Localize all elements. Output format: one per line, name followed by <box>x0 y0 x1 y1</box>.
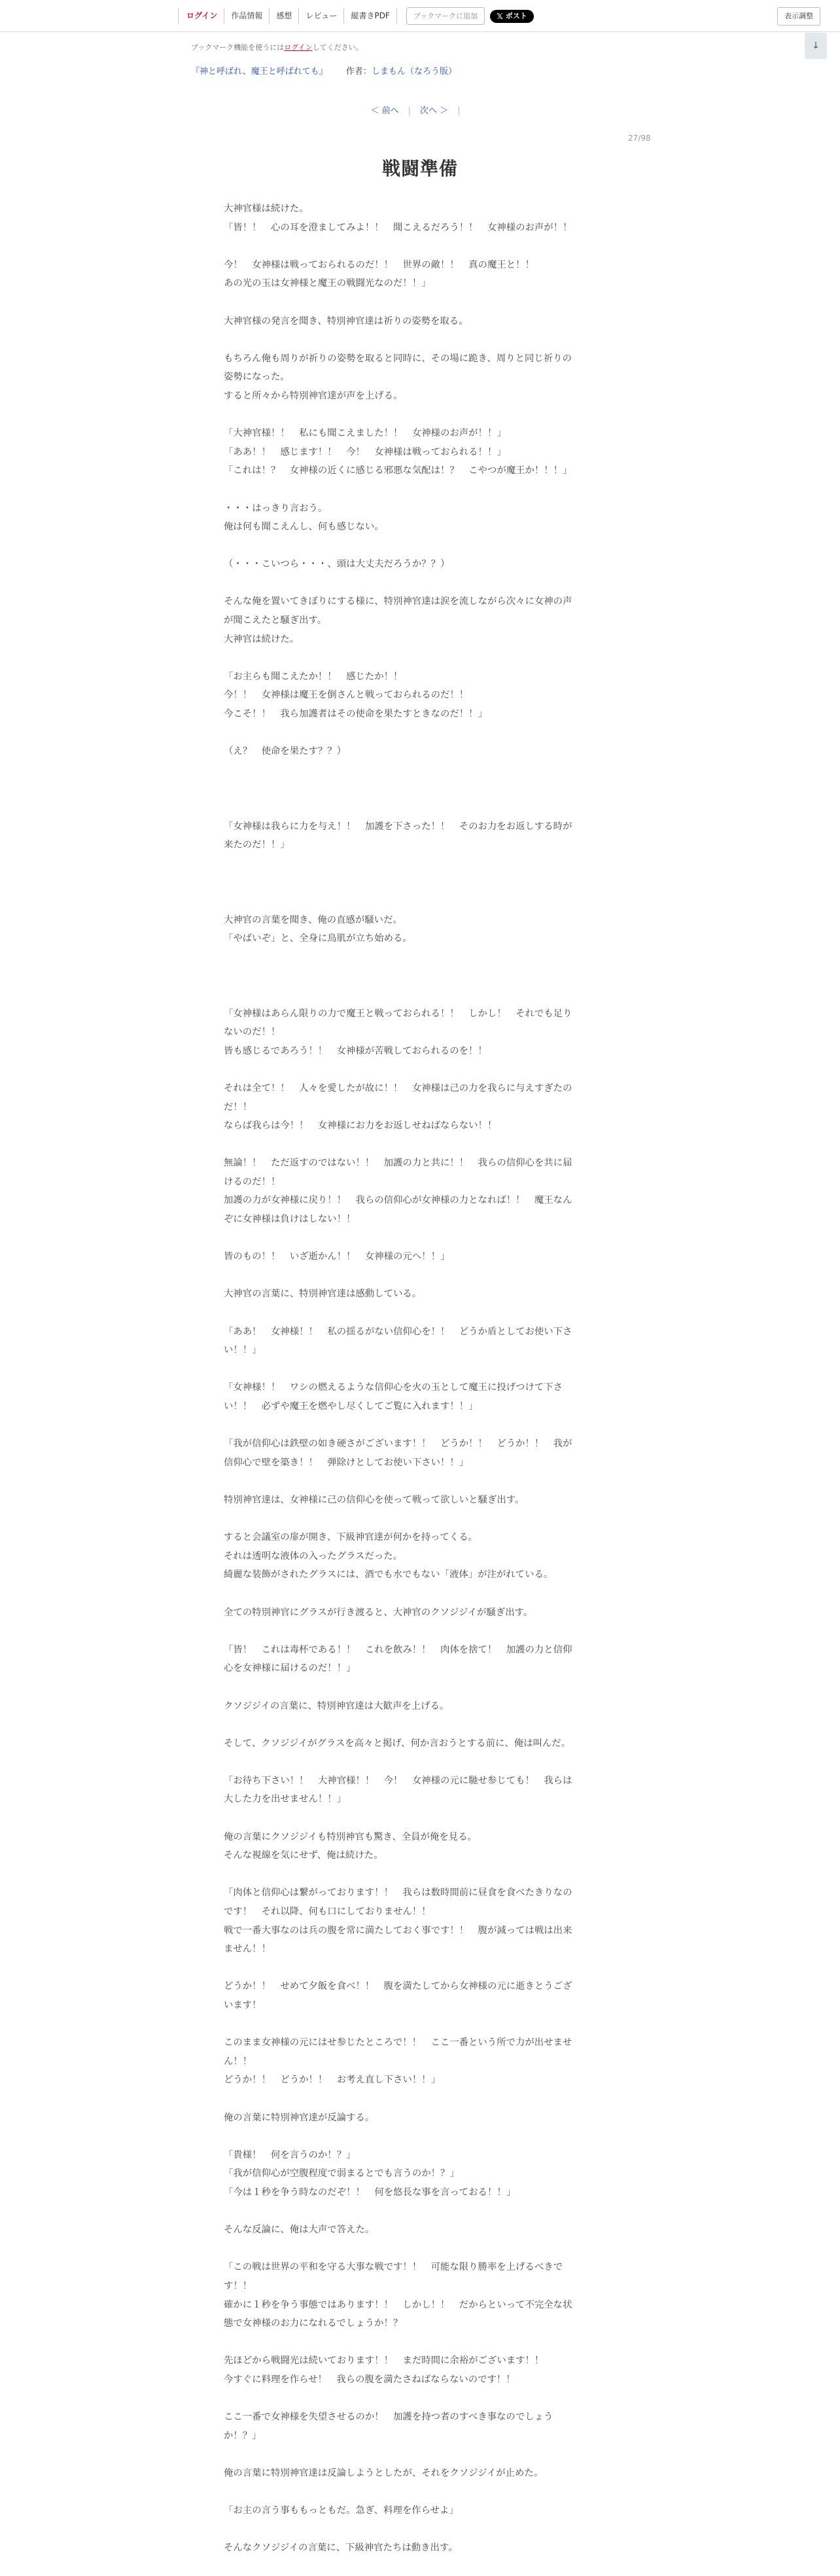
novel-paragraph <box>224 1641 616 1678</box>
novel-body <box>224 200 616 2576</box>
nav-vertical-pdf[interactable]: 縦書きPDF <box>343 8 396 24</box>
novel-paragraph <box>224 1977 616 2014</box>
novel-line: そんな反論に、俺は大声で答えた。 <box>224 2225 375 2236</box>
novel-paragraph <box>224 1491 616 1510</box>
novel-line: （・・・こいつら・・・、頭は大丈夫だろうか？？） <box>224 559 450 570</box>
novel-line: ないのだ！！ <box>224 1027 281 1038</box>
novel-line: 「お待ち下さい！！ 大神官様！！ 今！ 女神様の元に馳せ参じても！ 我らは <box>224 1775 572 1786</box>
novel-line: 大神官様は続けた。 <box>224 204 309 214</box>
novel-line <box>224 967 616 986</box>
novel-paragraph <box>224 2352 616 2389</box>
novel-line: 「女神様は我らに力を与え！！ 加護を下さった！！ そのお力をお返しする時が <box>224 821 572 832</box>
novel-line: ・・・はっきり言おう。 <box>224 503 328 514</box>
page-indicator: 27/98 <box>628 134 651 143</box>
novel-line: 来たのだ！！」 <box>224 840 290 851</box>
arrow-down-icon: ↓ <box>812 41 820 51</box>
novel-line: 信仰心で壁を築き！！ 弾除けとしてお使い下さい！！」 <box>224 1457 469 1468</box>
novel-line: 「今は１秒を争う時なのだぞ！！ 何を悠長な事を言っておる！！」 <box>224 2187 516 2198</box>
novel-paragraph <box>224 2109 616 2128</box>
novel-paragraph <box>224 349 616 406</box>
novel-line: い！！」 <box>224 1345 262 1356</box>
novel-line: 加護の力が女神様に戻り！！ 我らの信仰心が女神様の力となれば！！ 魔王なん <box>224 1195 572 1206</box>
novel-paragraph <box>224 1435 616 1472</box>
novel-line: 「我が信仰心が空腹程度で弱まるとでも言うのか！？」 <box>224 2168 459 2179</box>
novel-line: 今すぐに料理を作らせ！ 我らの腹を満たさねばならないのです！！ <box>224 2374 516 2385</box>
novel-line: 全ての特別神官にグラスが行き渡ると、大神官のクソジジイが騒ぎ出す。 <box>224 1607 533 1618</box>
novel-line: 「やばいぞ」と、全身に鳥肌が立ち始める。 <box>224 933 412 944</box>
novel-line: そんな俺を置いてきぼりにする様に、特別神官達は涙を流しながら次々に女神の声 <box>224 596 572 607</box>
novel-line: が聞こえたと騒ぎ出す。 <box>224 615 327 626</box>
novel-line: 「肉体と信仰心は繋がっております！！ 我らは数時間前に昼食を食べたきりなの <box>224 1887 572 1899</box>
novel-paragraph <box>224 2033 616 2090</box>
novel-paragraph <box>224 499 616 537</box>
novel-line: けるのだ！！ <box>224 1176 281 1187</box>
novel-line: 先ほどから戦闘光は続いております！！ まだ時間に余裕がございます！！ <box>224 2355 544 2367</box>
novel-line: 特別神官達は、女神様に己の信仰心を使って戦って欲しいと騒ぎ出す。 <box>224 1494 525 1505</box>
novel-line: どうか！！ どうか！！ お考え直し下さい！！」 <box>224 2075 440 2086</box>
novel-line: どうか！！ せめて夕飯を食べ！！ 腹を満たしてから女神様の元に逝きとうござ <box>224 1981 572 1992</box>
novel-line <box>224 873 616 892</box>
novel-paragraph <box>224 1285 616 1304</box>
novel-line: 皆も感じるであろう！！ 女神様が苦戦しておられるのを！！ <box>224 1045 487 1056</box>
bookmark-notice-post: してください。 <box>312 43 363 52</box>
login-link[interactable]: ログイン <box>178 8 224 24</box>
x-share-button[interactable] <box>490 10 534 23</box>
novel-paragraph <box>224 1378 616 1416</box>
novel-paragraph <box>224 1697 616 1716</box>
novel-line <box>224 779 616 798</box>
novel-line: 無論！！ ただ返すのではない！！ 加護の力と共に！！ 我らの信仰心を共に届 <box>224 1158 572 1169</box>
novel-paragraph <box>224 1884 616 1958</box>
novel-line: 心を女神様に届けるのだ！！」 <box>224 1663 356 1674</box>
novel-line: 態で女神様のお力になれるでしょうか！？ <box>224 2318 403 2329</box>
novel-paragraph <box>224 1005 616 1061</box>
novel-line: 「女神様はあらん限りの力で魔王と戦っておられる！！ しかし！ それでも足り <box>224 1008 572 1019</box>
novel-line: 大神官は続けた。 <box>224 634 300 645</box>
novel-paragraph <box>224 2408 616 2445</box>
novel-line: すると所々から特別神官達が声を上げる。 <box>224 390 403 401</box>
novel-paragraph <box>224 555 616 574</box>
novel-line: 俺の言葉に特別神官達は反論しようとしたが、それをクソジジイが止めた。 <box>224 2467 544 2478</box>
novel-line: 「お主らも聞こえたか！！ 感じたか！！ <box>224 671 403 682</box>
novel-line: 俺の言葉に特別神官達が反論する。 <box>224 2112 375 2123</box>
top-navigation-bar <box>0 0 840 32</box>
novel-line: それは透明な液体の入ったグラスだった。 <box>224 1550 402 1562</box>
novel-line: い！！ 必ずや魔王を燃やし尽くしてご覧に入れます！！」 <box>224 1401 478 1412</box>
novel-line: このまま女神様の元にはせ参じたところで！！ ここ一番という所で力が出せませ <box>224 2037 572 2048</box>
novel-paragraph <box>224 1528 616 1584</box>
novel-line: そんなクソジジイの言葉に、下級神官たちは動き出す。 <box>224 2543 458 2554</box>
novel-line: 「貴様！ 何を言うのか！？」 <box>224 2149 356 2160</box>
novel-paragraph <box>224 967 616 986</box>
novel-paragraph <box>224 911 616 948</box>
novel-line: そんな視線を気にせず、俺は続けた。 <box>224 1850 383 1861</box>
novel-line: 「大神官様！！ 私にも聞こえました！！ 女神様のお声が！！」 <box>224 428 506 439</box>
novel-line: 大した力を出せません！！」 <box>224 1794 347 1805</box>
x-share-label: ポスト <box>505 11 527 20</box>
novel-paragraph <box>224 2464 616 2483</box>
novel-line: 大神官様の発言を聞き、特別神官達は祈りの姿勢を取る。 <box>224 315 468 327</box>
top-nav <box>178 8 534 24</box>
prev-page-link[interactable]: ＜ 前へ <box>370 106 399 116</box>
novel-line: 大神官の言葉に、特別神官達は感動している。 <box>224 1289 422 1300</box>
novel-line: 今こそ！！ 我ら加護者はその使命を果たすときなのだ！！」 <box>224 709 487 720</box>
novel-paragraph <box>224 1247 616 1266</box>
novel-line: ん！！ <box>224 2056 253 2067</box>
novel-line: 確かに１秒を争う事態ではあります！！ しかし！！ だからといって不完全な状 <box>224 2299 572 2310</box>
add-bookmark-button[interactable]: ブックマークに追加 <box>406 7 485 25</box>
novel-paragraph <box>224 1603 616 1622</box>
novel-line: 今！！ 女神様は魔王を倒さんと戦っておられるのだ！！ <box>224 690 469 701</box>
nav-impressions[interactable]: 感想 <box>269 8 298 24</box>
nav-reviews[interactable]: レビュー <box>298 8 343 24</box>
novel-paragraph <box>224 2501 616 2520</box>
novel-line: 「我が信仰心は鉄壁の如き硬さがございます！！ どうか！！ どうか！！ 我が <box>224 1439 572 1450</box>
bookmark-notice <box>191 42 363 52</box>
novel-paragraph <box>224 200 616 237</box>
novel-paragraph <box>224 2539 616 2558</box>
novel-paragraph <box>224 2146 616 2202</box>
novel-line: 俺は何も聞こえんし、何も感じない。 <box>224 522 384 533</box>
novel-line: 「ああ！ 女神様！！ 私の揺るがない信仰心を！！ どうか盾としてお使い下さ <box>224 1326 572 1337</box>
novel-line: 「これは！？ 女神様の近くに感じる邪悪な気配は！？ こやつが魔王か！！！」 <box>224 465 572 476</box>
novel-line: 綺麗な装飾がされたグラスには、酒でも水でもない「液体」が注がれている。 <box>224 1569 553 1581</box>
novel-line: か！？」 <box>224 2430 262 2441</box>
novel-line: あの光の玉は女神様と魔王の戦闘光なのだ！！」 <box>224 278 431 289</box>
novel-paragraph <box>224 312 616 331</box>
novel-line: 「お主の言う事ももっともだ。急ぎ、料理を作らせよ」 <box>224 2505 459 2516</box>
novel-line: ぞに女神様は負けはしない！！ <box>224 1214 356 1225</box>
chapter-title: 戦闘準備 <box>381 158 458 179</box>
work-info <box>191 64 457 77</box>
novel-line: ません！！ <box>224 1944 271 1955</box>
novel-paragraph <box>224 668 616 724</box>
novel-line: 戦で一番大事なのは兵の腹を常に満たしておく事です！！ 腹が減っては戦は出来 <box>224 1925 572 1936</box>
novel-line: ここ一番で女神様を失望させるのか！ 加護を持つ者のすべき事なのでしょう <box>224 2412 553 2423</box>
novel-paragraph <box>224 1772 616 1809</box>
chapter-pager <box>0 103 840 116</box>
novel-line: （え？ 使命を果たす？？） <box>224 746 347 757</box>
novel-paragraph <box>224 592 616 649</box>
novel-line: 姿勢になった。 <box>224 372 290 383</box>
novel-paragraph <box>224 742 616 761</box>
novel-paragraph <box>224 2221 616 2240</box>
novel-line: 「この戦は世界の平和を守る大事な戦です！！ 可能な限り勝率を上げるべきで <box>224 2262 563 2273</box>
novel-line: です！ それ以降、何も口にしておりません！！ <box>224 1906 431 1918</box>
author-label: 作者： <box>345 67 372 77</box>
novel-line: 「皆！！ 心の耳を澄ましてみよ！！ 聞こえるだろう！！ 女神様のお声が！！ <box>224 222 572 233</box>
novel-line: 俺の言葉にクソジジイも特別神官も驚き、全員が俺を見る。 <box>224 1831 477 1842</box>
work-title-link[interactable]: 『神と呼ばれ、魔王と呼ばれても』 <box>191 67 328 77</box>
bookmark-notice-pre: ブックマーク機能を使うには <box>191 43 285 52</box>
novel-paragraph <box>224 1323 616 1360</box>
display-settings-button[interactable]: 表示調整 <box>777 7 820 26</box>
novel-line: す！！ <box>224 2280 253 2291</box>
novel-line: そして、クソジジイがグラスを高々と掲げ、何か言おうとする前に、俺は叫んだ。 <box>224 1738 571 1749</box>
novel-line: 「ああ！！ 感じます！！ 今！ 女神様は戦っておられる！！」 <box>224 446 506 457</box>
novel-paragraph <box>224 817 616 855</box>
novel-line: 皆のもの！！ いざ逝かん！！ 女神様の元へ！！」 <box>224 1251 450 1262</box>
novel-line: 今！ 女神様は戦っておられるのだ！！ 世界の敵！！ 真の魔王と！！ <box>224 259 534 270</box>
author-link[interactable]: しまもん（なろう版） <box>371 67 457 77</box>
novel-line: クソジジイの言葉に、特別神官達は大歓声を上げる。 <box>224 1700 449 1711</box>
novel-paragraph <box>224 1079 616 1136</box>
novel-paragraph <box>224 2258 616 2333</box>
novel-line: 「女神様！！ ワシの燃えるような信仰心を火の玉として魔王に投げつけて下さ <box>224 1382 563 1393</box>
novel-line: だ！！ <box>224 1101 253 1113</box>
novel-line: 「皆！ これは毒杯である！！ これを飲み！！ 肉体を捨て！ 加護の力と信仰 <box>224 1644 572 1655</box>
bookmark-login-link[interactable]: ログイン <box>284 43 313 52</box>
nav-work-info[interactable]: 作品情報 <box>224 8 269 24</box>
novel-paragraph <box>224 256 616 293</box>
novel-paragraph <box>224 424 616 480</box>
novel-paragraph <box>224 873 616 892</box>
novel-line: います！ <box>224 2000 262 2011</box>
novel-line: ならば我らは今！！ 女神様にお力をお返しせねばならない！！ <box>224 1120 497 1132</box>
novel-line: それは全て！！ 人々を愛したが故に！！ 女神様は己の力を我らに与えすぎたの <box>224 1082 572 1094</box>
novel-paragraph <box>224 779 616 798</box>
novel-line: 大神官の言葉を聞き、俺の直感が騒いだ。 <box>224 914 402 925</box>
novel-paragraph <box>224 1828 616 1865</box>
pager-separator: | <box>408 106 411 116</box>
novel-paragraph <box>224 1154 616 1228</box>
x-logo-icon: 𝕏 <box>497 11 503 21</box>
pager-separator: | <box>457 106 461 116</box>
next-page-link[interactable]: 次へ ＞ <box>420 106 449 116</box>
novel-line: もちろん俺も周りが祈りの姿勢を取ると同時に、その場に跪き、周りと同じ祈りの <box>224 353 572 364</box>
novel-line: すると会議室の扉が開き、下級神官達が何かを持ってくる。 <box>224 1532 478 1543</box>
novel-paragraph <box>224 1734 616 1753</box>
scroll-to-bottom-button[interactable] <box>805 33 827 59</box>
